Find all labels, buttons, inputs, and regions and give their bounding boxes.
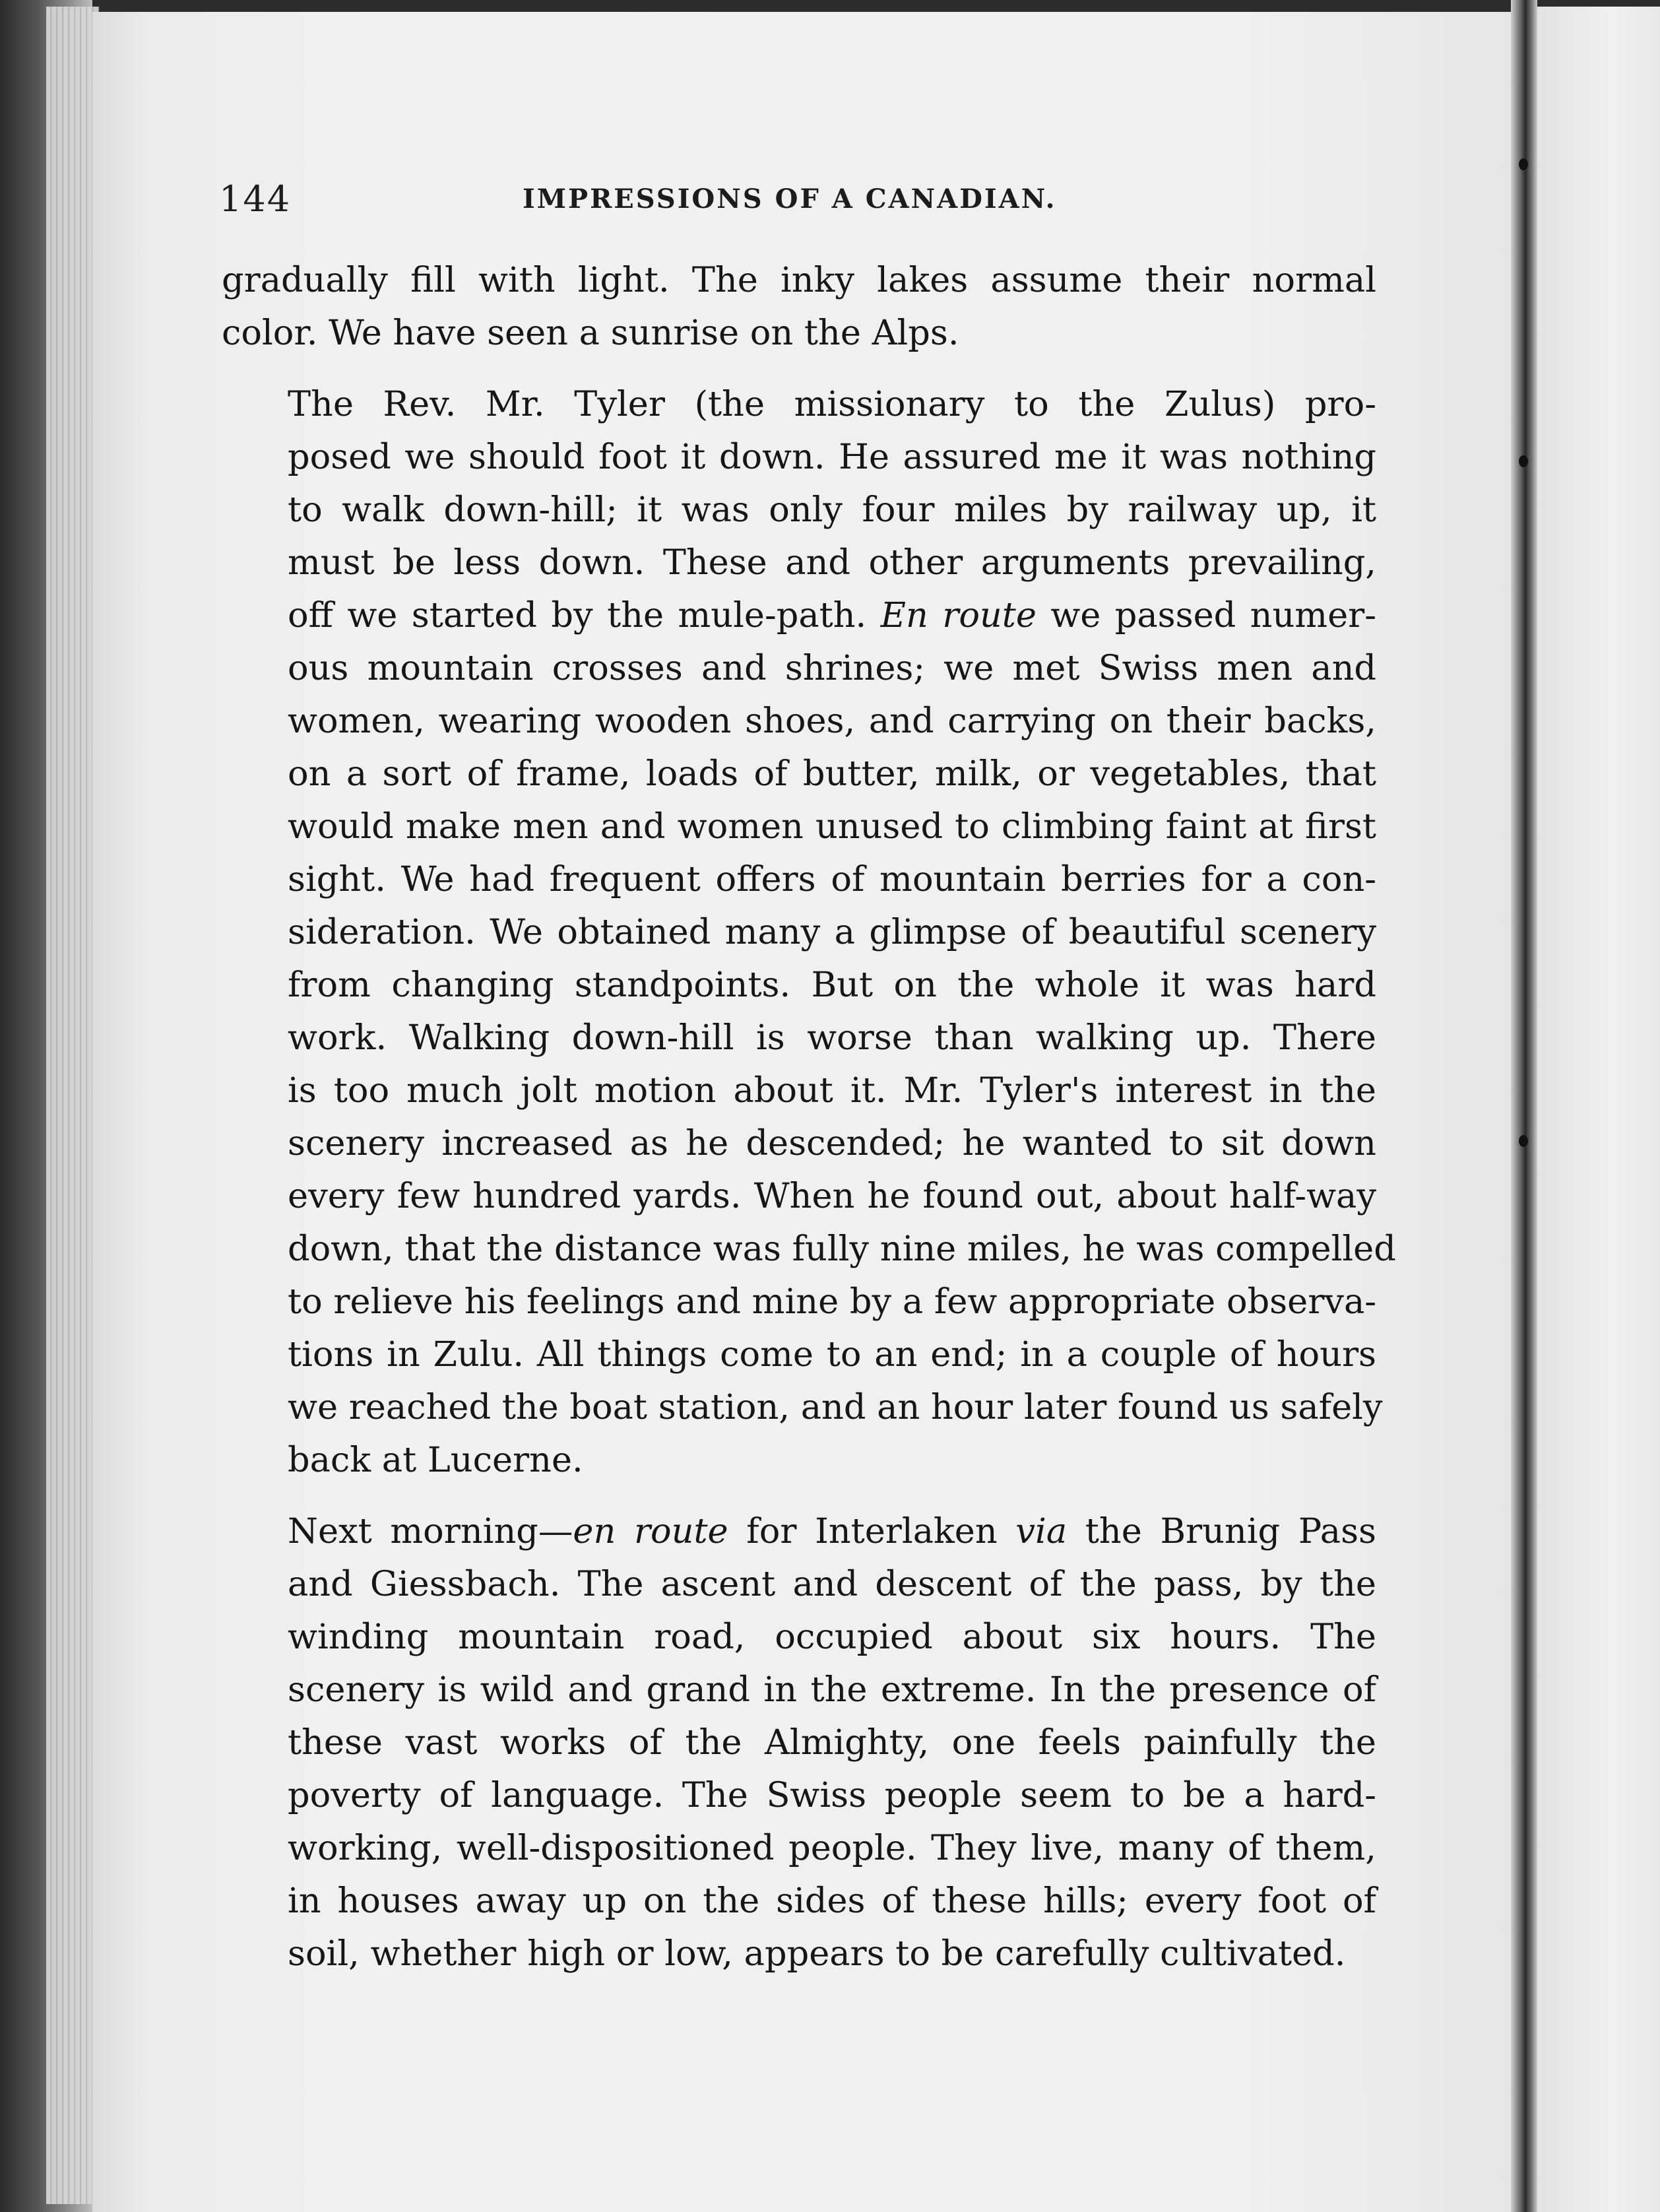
text-line: tions in Zulu. All things come to an end; in a couple of hours (288, 1334, 1376, 1375)
text-line: sight. We had frequent offers of mountain berries for a con- (288, 859, 1376, 899)
text-segment: Next morning— (288, 1511, 573, 1551)
text-line: poverty of language. The Swiss people seem to be a hard- (288, 1775, 1376, 1815)
body-text (222, 254, 1396, 1980)
italic-phrase: En route (880, 595, 1037, 635)
binding-stitch (1519, 455, 1528, 467)
text-line: is too much jolt motion about it. Mr. Tyler's interest in the (288, 1070, 1376, 1111)
text-line: on a sort of frame, loads of butter, milk, or vegetables, that (288, 754, 1376, 794)
page-number: 144 (219, 178, 292, 220)
text-line: working, well-dispositioned people. They live, many of them, (288, 1828, 1376, 1868)
text-line: we reached the boat station, and an hour later found us safely (288, 1387, 1383, 1427)
paragraph (222, 254, 1376, 360)
facing-page-edge (1537, 7, 1660, 2212)
text-line: sideration. We obtained many a glimpse of beautiful scenery (288, 912, 1376, 952)
binding-stitch (1519, 1135, 1528, 1147)
text-segment: we passed numer- (1036, 595, 1376, 635)
text-segment: the Brunig Pass (1067, 1511, 1376, 1551)
page-header (219, 178, 1380, 231)
text-line (222, 1505, 1376, 1558)
text-line: to relieve his feelings and mine by a few appropriate observa- (288, 1282, 1376, 1322)
text-line: in houses away up on the sides of these hills; every foot of (288, 1881, 1376, 1921)
text-line: from changing standpoints. But on the whole it was hard (288, 965, 1376, 1005)
text-line: women, wearing wooden shoes, and carrying on their backs, (288, 701, 1376, 741)
italic-phrase: via (1015, 1511, 1068, 1551)
text-segment: for Interlaken (728, 1511, 1016, 1551)
text-segment: off we started by the mule-path. (288, 595, 881, 635)
text-line (222, 589, 1376, 642)
text-line: every few hundred yards. When he found out, about half-way (288, 1176, 1376, 1216)
text-line: The Rev. Mr. Tyler (the missionary to the Zulus) pro- (288, 384, 1376, 424)
text-line: and Giessbach. The ascent and descent of the pass, by the (288, 1564, 1376, 1604)
binding-stitch (1519, 158, 1528, 170)
book-gutter (1511, 0, 1537, 2212)
paragraph (222, 378, 1396, 1487)
text-line: scenery is wild and grand in the extreme. In the presence of (288, 1670, 1376, 1710)
text-line: down, that the distance was fully nine miles, he was compelled (288, 1229, 1396, 1269)
text-line: would make men and women unused to climbing faint at first (288, 806, 1376, 847)
text-line: must be less down. These and other arguments prevailing, (288, 542, 1376, 583)
page-stack-edges (46, 7, 99, 2204)
text-line: posed we should foot it down. He assured me it was nothing (288, 437, 1376, 477)
text-line: scenery increased as he descended; he wanted to sit down (288, 1123, 1376, 1163)
text-line: soil, whether high or low, appears to be carefully cultivated. (288, 1934, 1346, 1974)
text-line: back at Lucerne. (288, 1440, 583, 1480)
paragraph (222, 1505, 1376, 1980)
running-head: IMPRESSIONS OF A CANADIAN. (523, 183, 1057, 214)
text-line: ous mountain crosses and shrines; we met Swiss men and (288, 648, 1376, 688)
text-line: work. Walking down-hill is worse than walking up. There (288, 1018, 1376, 1058)
text-line: to walk down-hill; it was only four miles by railway up, it (288, 490, 1376, 530)
text-line: these vast works of the Almighty, one feels painfully the (288, 1722, 1376, 1763)
text-line: color. We have seen a sunrise on the Alps. (222, 313, 959, 353)
text-line: gradually fill with light. The inky lakes assume their normal (222, 260, 1376, 300)
text-line: winding mountain road, occupied about six hours. The (288, 1617, 1376, 1657)
italic-phrase: en route (573, 1511, 728, 1551)
